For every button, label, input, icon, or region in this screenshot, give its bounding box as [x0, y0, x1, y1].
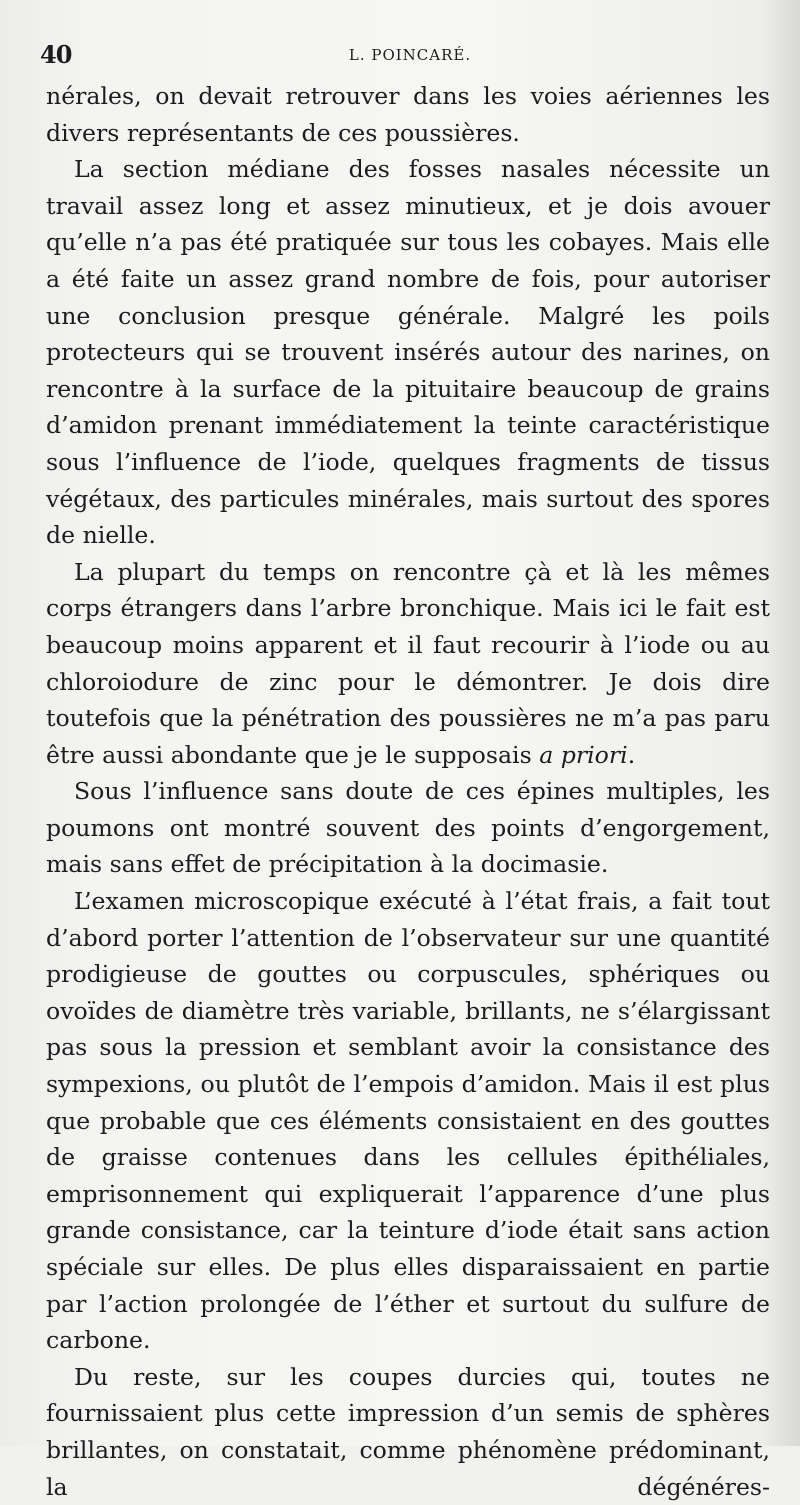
- paragraph-hardened-sections: Du reste, sur les coupes durcies qui, toutes ne fournissaient plus cette impression d’un semis de sphères brillantes, on constatait, comme phénomène prédominant, la dégénéres-: [46, 1362, 770, 1501]
- page-number: 40: [40, 40, 72, 69]
- running-head: [40, 40, 760, 70]
- paragraph-lungs: Sous l’influence sans doute de ces épines multiples, les poumons ont montré souvent des points d’engorgement, mais sans effet de précipitation à la docimasie.: [46, 777, 770, 879]
- paragraph-bronchial-end: .: [627, 740, 636, 769]
- paragraph-continuation: nérales, on devait retrouver dans les voies aériennes les divers représentants de ces poussières.: [46, 82, 770, 147]
- body-text: [46, 78, 770, 1505]
- paragraph-bronchial-tree: [46, 554, 770, 774]
- paragraph-nasal-section: La section médiane des fosses nasales nécessite un travail assez long et assez minutieux, et je dois avouer qu’elle n’a pas été pratiquée sur tous les cobayes. Mais elle a été faite un assez grand nombre de fois, pour autoriser une conclusion presque générale. Malgré les poils protecteurs qui se trouvent insérés autour des narines, on rencontre à la surface de la pituitaire beaucoup de grains d’amidon prenant immédiatement la teinte caractéristique sous l’influence de l’iode, quelques fragments de tissus végétaux, des particules minérales, mais surtout des spores de nielle.: [46, 155, 770, 550]
- italic-a-priori: a priori: [539, 740, 628, 769]
- paragraph-microscopic-exam: L’examen microscopique exécuté à l’état frais, a fait tout d’abord porter l’attention de l’observateur sur une quantité prodigieuse de gouttes ou corpuscules, sphériques ou ovoïdes de diamètre très variable, brillants, ne s’élargissant pas sous la pression et semblant avoir la consistance des sympexions, ou plutôt de l’empois d’amidon. Mais il est plus que probable que ces éléments consistaient en des gouttes de graisse contenues dans les cellules épithéliales, emprisonnement qui expliquerait l’apparence d’une plus grande consistance, car la teinture d’iode était sans action spéciale sur elles. De plus elles disparaissaient en partie par l’action prolongée de l’éther et surtout du sulfure de carbone.: [46, 887, 770, 1355]
- paragraph-bronchial-text: La plupart du temps on rencontre çà et là les mêmes corps étrangers dans l’arbre bronchique. Mais ici le fait est beaucoup moins apparent et il faut recourir à l’iode ou au chloroiodure de zinc pour le démontrer. Je dois dire toutefois que la pénétration des poussières ne m’a pas paru être aussi abondante que je le supposais: [46, 557, 770, 769]
- running-title: L. POINCARÉ.: [348, 46, 472, 64]
